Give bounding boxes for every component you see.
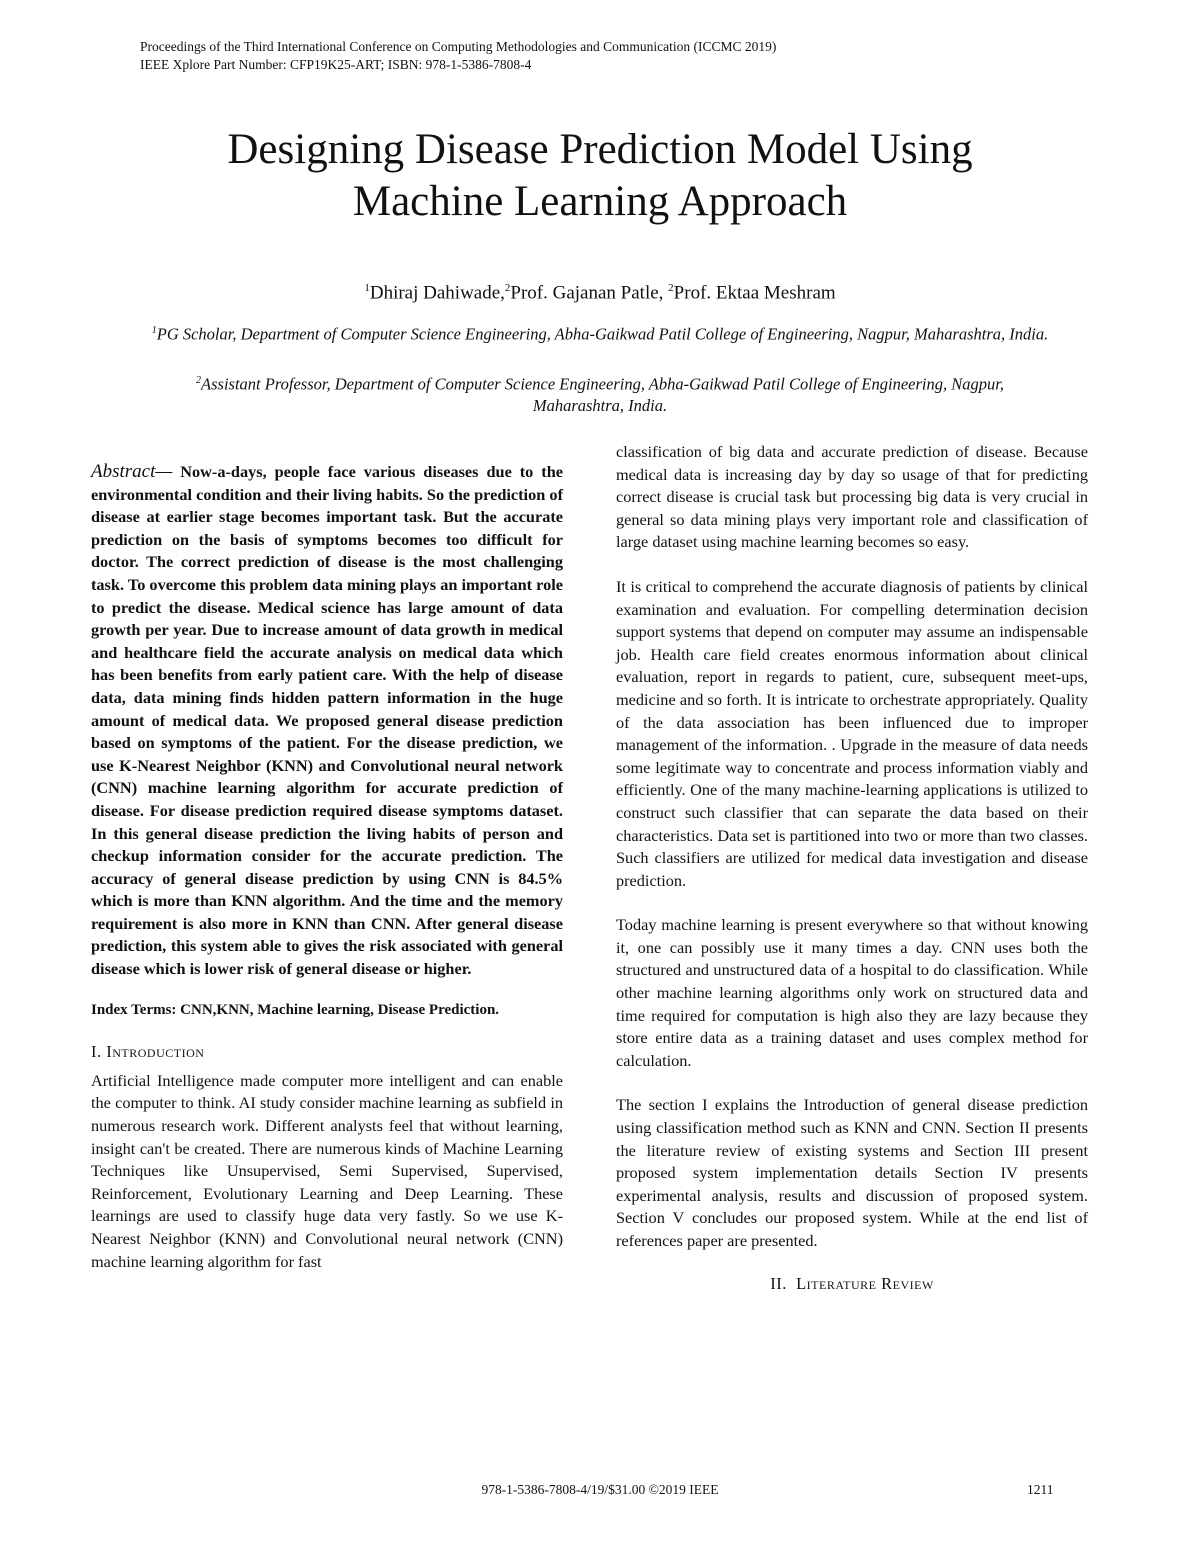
paragraph-paper-organization: The section I explains the Introduction of general disease prediction using classification method such as KNN and CNN. Section II presents the literature review of existing systems and Section III present proposed system implementation details Section IV presents experimental analysis, results and discussion of proposed system. Section V concludes our proposed system. While at the end list of references paper are presented.: [616, 1095, 1088, 1250]
header-line-1: Proceedings of the Third International Conference on Computing Methodologies and Communication (ICCMC 2019): [140, 39, 777, 54]
right-column: [616, 441, 1088, 1295]
affiliation-2: [150, 370, 1050, 416]
intro-paragraph: Artificial Intelligence made computer more intelligent and can enable the computer to think. AI study consider machine learning as subfield in numerous research work. Different analysts feel that without learning, insight can't be created. There are numerous kinds of Machine Learning Techniques like Unsupervised, Semi Supervised, Supervised, Reinforcement, Evolutionary Learning and Deep Learning. These learnings are used to classify huge data very fastly. So we use K-Nearest Neighbor (KNN) and Convolutional neural network (CNN) machine learning algorithm for fast: [91, 1070, 563, 1271]
header-line-2: IEEE Xplore Part Number: CFP19K25-ART; ISBN: 978-1-5386-7808-4: [140, 57, 532, 72]
author-3-sup: 2: [668, 282, 674, 294]
page-number: 1211: [1027, 1482, 1054, 1497]
conference-header: [140, 38, 776, 74]
paragraph-machine-learning: Today machine learning is present everywhere so that without knowing it, one can possibly use it many times a day. CNN uses both the structured and unstructured data of a hospital to do classification. While other machine learning algorithms only work on structured data and time required for computation is high also they are lazy because they store entire data as a training dataset and uses complex method for calculation.: [616, 915, 1088, 1070]
section-heading-introduction: [91, 1041, 563, 1064]
section-heading-literature-review: [616, 1273, 1088, 1296]
paper-title: [0, 124, 1200, 228]
affiliation-2-sup: 2: [196, 375, 202, 386]
author-1: Dhiraj Dahiwade,: [369, 282, 505, 304]
author-1-sup: 1: [364, 282, 370, 294]
index-terms: Index Terms: CNN,KNN, Machine learning, Disease Prediction.: [91, 1001, 500, 1018]
title-line-2: Machine Learning Approach: [352, 178, 848, 225]
abstract-label: Abstract—: [91, 461, 173, 482]
section-2-number: II.: [770, 1273, 787, 1293]
left-column: [91, 461, 563, 1273]
paragraph-diagnosis: It is critical to comprehend the accurate diagnosis of patients by clinical examination and evaluation. For compelling determination decision support systems that depend on computer may assume an indispensable job. Health care field creates enormous information about clinical evaluation, report in regards to patient, cure, subsequent meet-ups, medicine and so forth. It is intricate to orchestrate appropriately. Quality of the data association has been influenced due to improper management of the information. . Upgrade in the measure of data needs some legitimate way to concentrate and process information viably and efficiently. One of the many machine-learning applications is utilized to construct such classifier that can separate the data based on their characteristics. Data set is partitioned into two or more than two classes. Such classifiers are utilized for medical data investigation and disease prediction.: [616, 576, 1088, 890]
abstract-text: Now-a-days, people face various diseases due to the environmental condition and their living habits. So the prediction of disease at earlier stage becomes important task. But the accurate prediction on the basis of symptoms becomes too difficult for doctor. The correct prediction of disease is the most challenging task. To overcome this problem data mining plays an important role to predict the disease. Medical science has large amount of data growth per year. Due to increase amount of data growth in medical and healthcare field the accurate analysis on medical data which has been benefits from early patient care. With the help of disease data, data mining finds hidden pattern information in the huge amount of medical data. We proposed general disease prediction based on symptoms of the patient. For the disease prediction, we use K-Nearest Neighbor (KNN) and Convolutional neural network (CNN) machine learning algorithm for accurate prediction of disease. For disease prediction required disease symptoms dataset. In this general disease prediction the living habits of person and checkup information consider for the accurate prediction. The accuracy of general disease prediction by using CNN is 84.5% which is more than KNN algorithm. And the time and the memory requirement is also more in KNN than CNN. After general disease prediction, this system able to gives the risk associated with general disease which is lower risk of general disease or higher.: [91, 462, 563, 979]
affiliation-1: [150, 320, 1050, 345]
affiliation-1-text: PG Scholar, Department of Computer Science Engineering, Abha-Gaikwad Patil College of Engineering, Nagpur, Maharashtra, India.: [156, 324, 1049, 344]
title-line-1: Designing Disease Prediction Model Using: [227, 126, 973, 173]
footer-copyright: 978-1-5386-7808-4/19/$31.00 ©2019 IEEE: [481, 1482, 719, 1497]
affiliation-1-sup: 1: [151, 325, 157, 336]
author-2: Prof. Gajanan Patle,: [510, 282, 669, 304]
author-2-sup: 2: [504, 282, 511, 294]
paragraph-classification: classification of big data and accurate prediction of disease. Because medical data is increasing day by day so usage of that for predicting correct disease is crucial task but processing big data is very crucial in general so data mining plays very important role and classification of large dataset using machine learning becomes so easy.: [616, 442, 1088, 552]
affiliation-2-text: Assistant Professor, Department of Computer Science Engineering, Abha-Gaikwad Patil College of Engineering, Nagpur, Maharashtra, India.: [201, 374, 1004, 415]
author-3: Prof. Ektaa Meshram: [673, 282, 836, 304]
section-1-number: I.: [91, 1042, 102, 1062]
section-2-title: Literature Review: [796, 1273, 934, 1293]
section-1-title: Introduction: [106, 1042, 205, 1062]
abstract: [91, 461, 563, 981]
author-list: [0, 282, 1200, 304]
